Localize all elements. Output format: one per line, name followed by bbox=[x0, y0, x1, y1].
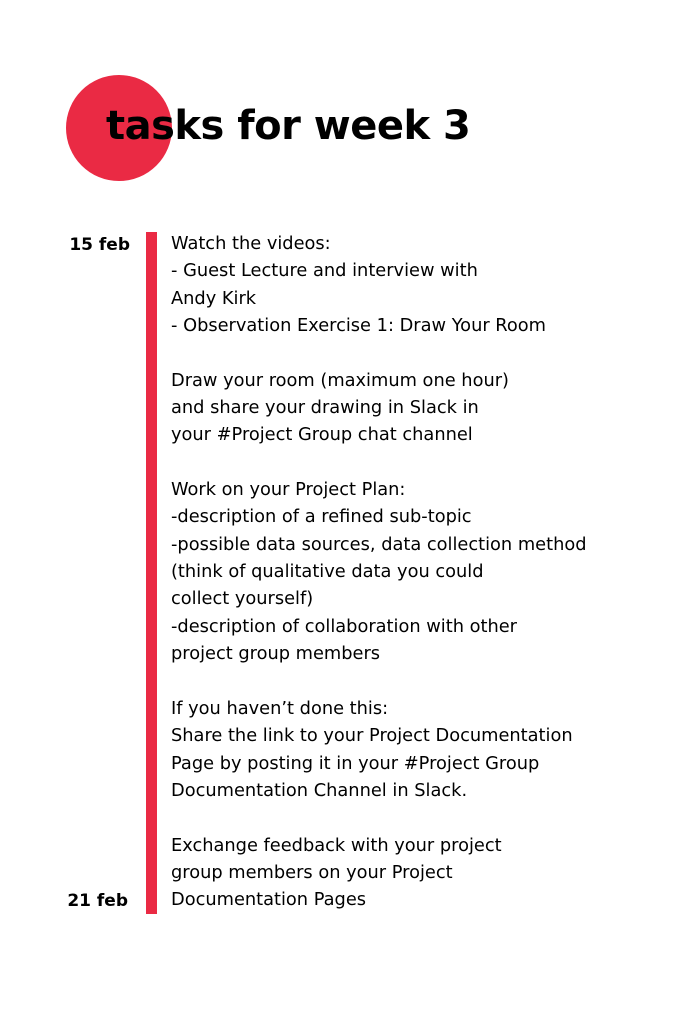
task-line: group members on your Project bbox=[171, 861, 453, 883]
task-line: Work on your Project Plan: bbox=[171, 479, 406, 501]
task-line: Watch the videos: bbox=[171, 233, 331, 254]
task-line: Documentation Pages bbox=[171, 889, 367, 911]
task-line: - Observation Exercise 1: Draw Your Room bbox=[171, 315, 546, 337]
task-exchange-feedback bbox=[171, 832, 683, 914]
task-line: -possible data sources, data collection method bbox=[171, 533, 587, 555]
task-line: (think of qualitative data you could bbox=[171, 561, 484, 583]
page-title: tasks for week 3 bbox=[106, 103, 471, 149]
task-draw-room bbox=[171, 367, 683, 449]
task-watch-videos bbox=[171, 230, 683, 339]
task-share-documentation-link bbox=[171, 695, 683, 804]
end-date: 21 feb bbox=[67, 891, 128, 911]
task-line: Share the link to your Project Documentation bbox=[171, 725, 573, 747]
task-line: - Guest Lecture and interview with bbox=[171, 260, 478, 282]
task-line: project group members bbox=[171, 643, 381, 665]
task-line: Page by posting it in your #Project Group bbox=[171, 752, 540, 774]
task-line: collect yourself) bbox=[171, 588, 314, 610]
task-line: -description of collaboration with other bbox=[171, 615, 517, 637]
timeline-bar bbox=[146, 232, 157, 914]
task-line: -description of a refined sub-topic bbox=[171, 506, 472, 528]
task-line: and share your drawing in Slack in bbox=[171, 397, 479, 419]
task-list bbox=[171, 230, 683, 914]
task-line: Andy Kirk bbox=[171, 287, 257, 309]
start-date: 15 feb bbox=[69, 235, 130, 255]
task-line: Exchange feedback with your project bbox=[171, 834, 502, 856]
task-project-plan bbox=[171, 476, 683, 667]
task-line: Documentation Channel in Slack. bbox=[171, 779, 468, 801]
task-line: your #Project Group chat channel bbox=[171, 424, 473, 446]
task-line: If you haven’t done this: bbox=[171, 697, 389, 719]
task-line: Draw your room (maximum one hour) bbox=[171, 369, 509, 391]
